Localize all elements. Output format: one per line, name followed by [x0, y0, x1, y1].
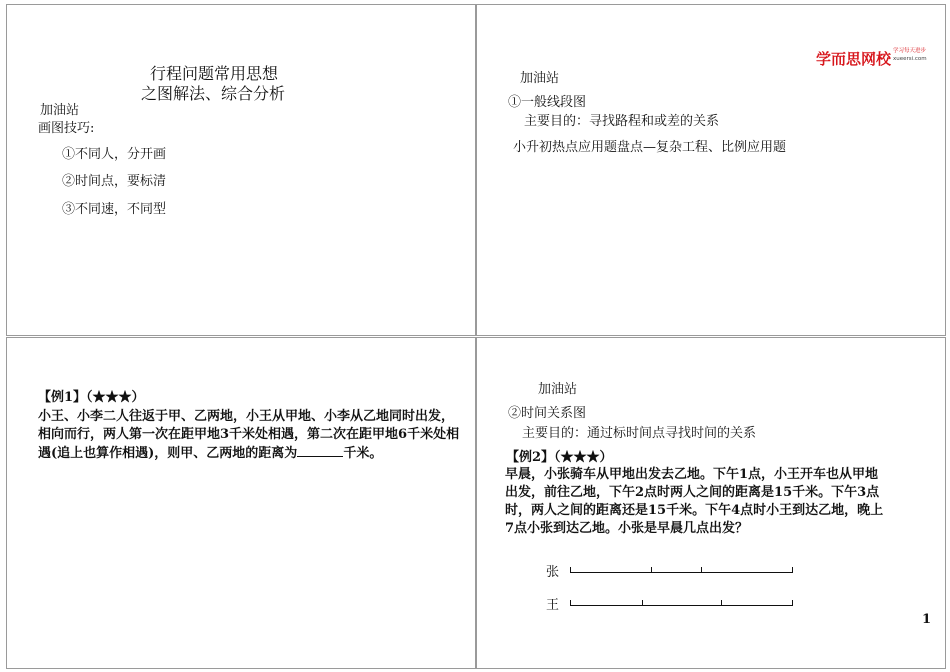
- example-1-text: [38, 408, 459, 463]
- diagram-label-wang: 王: [546, 598, 560, 613]
- page-title-line-2: 之图解法、综合分析: [141, 84, 286, 103]
- wang-tick-1: [642, 600, 643, 606]
- zhang-tick-start: [570, 567, 571, 573]
- panel1-subtitle: 加油站: [40, 103, 80, 118]
- zhang-line: [570, 572, 793, 573]
- example-2-text: [505, 466, 883, 538]
- zhang-tick-2: [701, 567, 702, 573]
- panel1-item-2: ②时间点，要标清: [62, 174, 167, 189]
- example-1-line-1: 小王、小李二人往返于甲、乙两地，小王从甲地、小李从乙地同时出发，: [38, 409, 455, 424]
- page-title-line-1: 行程问题常用思想: [150, 64, 279, 83]
- example-2-line-1: 早晨，小张骑车从甲地出发去乙地。下午1点，小王开车也从甲地: [505, 467, 879, 482]
- wang-tick-start: [570, 600, 571, 606]
- panel1-heading: 画图技巧:: [38, 121, 95, 136]
- wang-tick-2: [721, 600, 722, 606]
- page-number: 1: [922, 612, 932, 627]
- zhang-tick-1: [651, 567, 652, 573]
- example-1-line-2: 相向而行，两人第一次在距甲地3千米处相遇，第二次在距甲地6千米处相: [38, 427, 460, 442]
- zhang-tick-end: [792, 567, 793, 573]
- wang-line: [570, 605, 793, 606]
- diagram-label-zhang: 张: [546, 565, 560, 580]
- example-1-tail: 千米。: [343, 446, 383, 461]
- example-1-label: 【例1】（★★★）: [38, 390, 145, 405]
- panel2-note: 小升初热点应用题盘点—复杂工程、比例应用题: [513, 140, 787, 155]
- wang-tick-end: [792, 600, 793, 606]
- panel4-item: ②时间关系图: [508, 406, 587, 421]
- example-2-line-3: 时，两人之间的距离还是15千米。下午4点时小王到达乙地，晚上: [505, 503, 884, 518]
- slide-frame-3: [6, 337, 476, 669]
- panel2-purpose: 主要目的：寻找路程和或差的关系: [524, 114, 720, 129]
- example-1-line-3-text: 遇(追上也算作相遇)，则甲、乙两地的距离为: [38, 446, 298, 461]
- panel4-subtitle: 加油站: [538, 382, 578, 397]
- panel1-item-3: ③不同速，不同型: [62, 202, 167, 217]
- panel2-subtitle: 加油站: [520, 71, 560, 86]
- panel4-purpose: 主要目的：通过标时间点寻找时间的关系: [522, 426, 757, 441]
- example-2-line-2: 出发，前往乙地，下午2点时两人之间的距离是15千米。下午3点: [505, 485, 880, 500]
- example-1-line-3: [38, 444, 459, 463]
- slide-frame-1: [6, 4, 476, 336]
- panel1-item-1: ①不同人，分开画: [62, 147, 167, 162]
- brand-url: xueersi.com: [893, 56, 927, 62]
- brand-tagline: 学习每天进步: [893, 48, 927, 54]
- brand-logo: [816, 48, 934, 70]
- answer-blank: [297, 444, 343, 457]
- brand-name: 学而思网校: [816, 50, 892, 68]
- example-2-line-4: 7点小张到达乙地。小张是早晨几点出发？: [505, 521, 749, 536]
- panel2-item: ①一般线段图: [508, 95, 587, 110]
- example-2-label: 【例2】（★★★）: [506, 450, 613, 465]
